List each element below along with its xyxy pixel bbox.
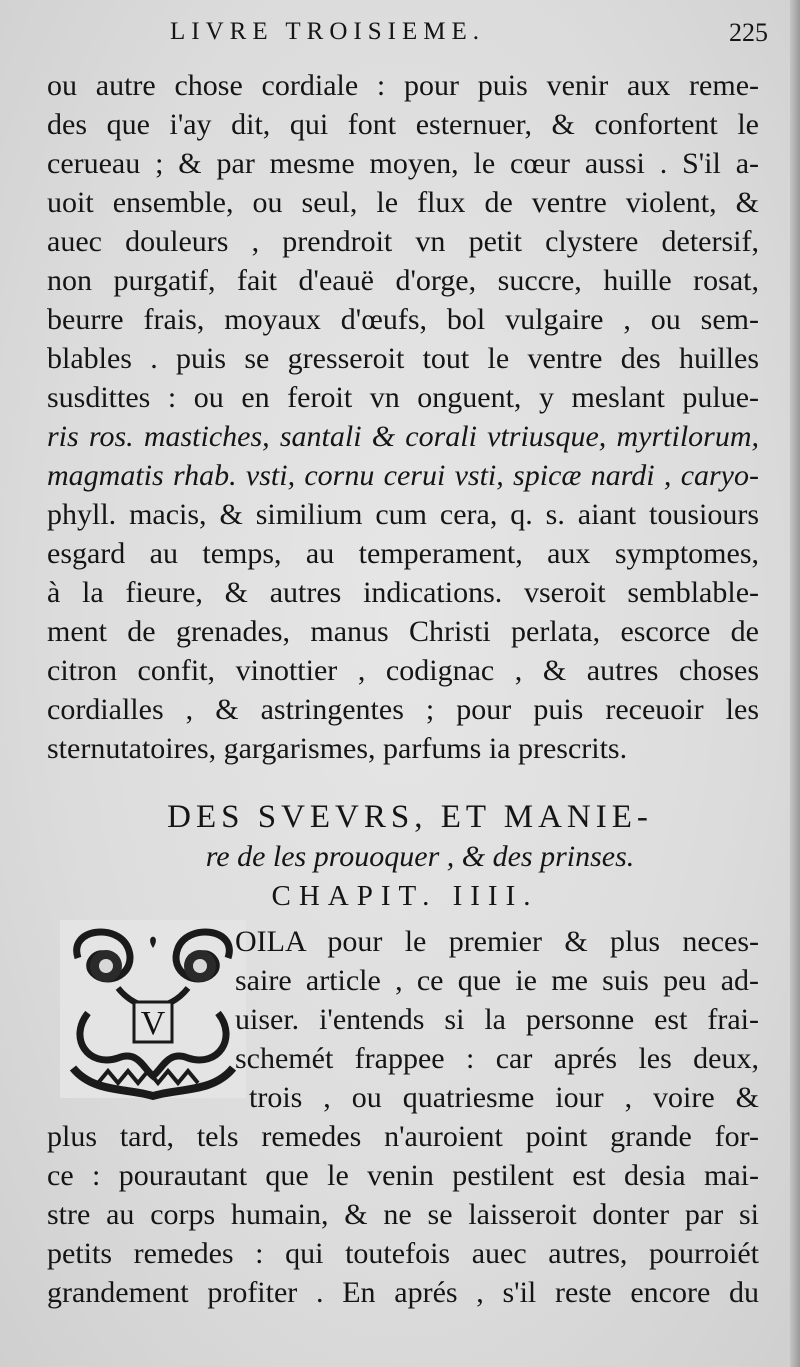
text-line: petits remedes : qui toutefois auec autres, pourroiét [47, 1237, 759, 1270]
text-line-latin: ris ros. mastiches, santali & corali vtriusque, myrtilorum, [47, 420, 759, 453]
text-line: grandement profiter . En aprés , s'il reste encore du [47, 1276, 759, 1309]
text-line: phyll. macis, & similium cum cera, q. s. aiant tousiours [47, 498, 759, 531]
page-number: 225 [729, 18, 768, 47]
text-line: susdittes : ou en feroit vn onguent, y meslant pulue- [47, 381, 759, 414]
text-line: blables . puis se gresseroit tout le ventre des huilles [47, 342, 759, 375]
initial-letter: V [140, 1005, 166, 1042]
text-line: schemét frappee : car aprés les deux, [235, 1042, 759, 1075]
paragraph-1 [47, 66, 759, 768]
chapter-title: DES SVEVRS, ET MANIE- [167, 799, 653, 835]
running-head: LIVRE TROISIEME. [170, 18, 485, 45]
text-line: ce : pourautant que le venin pestilent est desia mai- [47, 1159, 759, 1192]
text-line-latin: magmatis rhab. vsti, cornu cerui vsti, spicæ nardi , caryo- [47, 459, 759, 492]
text-line: stre au corps humain, & ne se laisseroit donter par si [47, 1198, 759, 1231]
text-line: à la fieure, & autres indications. vseroit semblable- [47, 576, 759, 609]
text-line: ou autre chose cordiale : pour puis venir aux reme- [47, 69, 759, 102]
text-line: OILA pour le premier & plus neces- [235, 925, 759, 958]
text-line: saire article , ce que ie me suis peu ad- [235, 964, 759, 997]
chapter-number: CHAPIT. IIII. [271, 880, 539, 912]
paragraph-2 [47, 922, 759, 1312]
chapter-subtitle: re de les prouoquer , & des prinses. [205, 840, 635, 873]
text-line: cordialles , & astringentes ; pour puis receuoir les [47, 693, 759, 726]
text-line: ment de grenades, manus Christi perlata, escorce de [47, 615, 759, 648]
text-line: non purgatif, fait d'eauë d'orge, succre, huille rosat, [47, 264, 759, 297]
page-header [0, 18, 800, 58]
text-line: citron confit, vinottier , codignac , & autres choses [47, 654, 759, 687]
text-line: esgard au temps, au temperament, aux symptomes, [47, 537, 759, 570]
text-line: beurre frais, moyaux d'œufs, bol vulgaire , ou sem- [47, 303, 759, 336]
text-line: cerueau ; & par mesme moyen, le cœur aussi . S'il a- [47, 147, 759, 180]
text-line: auec douleurs , prendroit vn petit clystere detersif, [47, 225, 759, 258]
page-edge [790, 0, 800, 1367]
text-line: sternutatoires, gargarismes, parfums ia prescrits. [47, 732, 628, 765]
text-line: trois , ou quatriesme iour , voire & [249, 1081, 759, 1114]
text-line: uoit ensemble, ou seul, le flux de ventre violent, & [47, 186, 759, 219]
text-line: des que i'ay dit, qui font esternuer, & confortent le [47, 108, 759, 141]
text-line: uiser. i'entends si la personne est frai- [235, 1003, 759, 1036]
text-line: plus tard, tels remedes n'auroient point grande for- [47, 1120, 759, 1153]
chapter-heading [0, 796, 800, 916]
